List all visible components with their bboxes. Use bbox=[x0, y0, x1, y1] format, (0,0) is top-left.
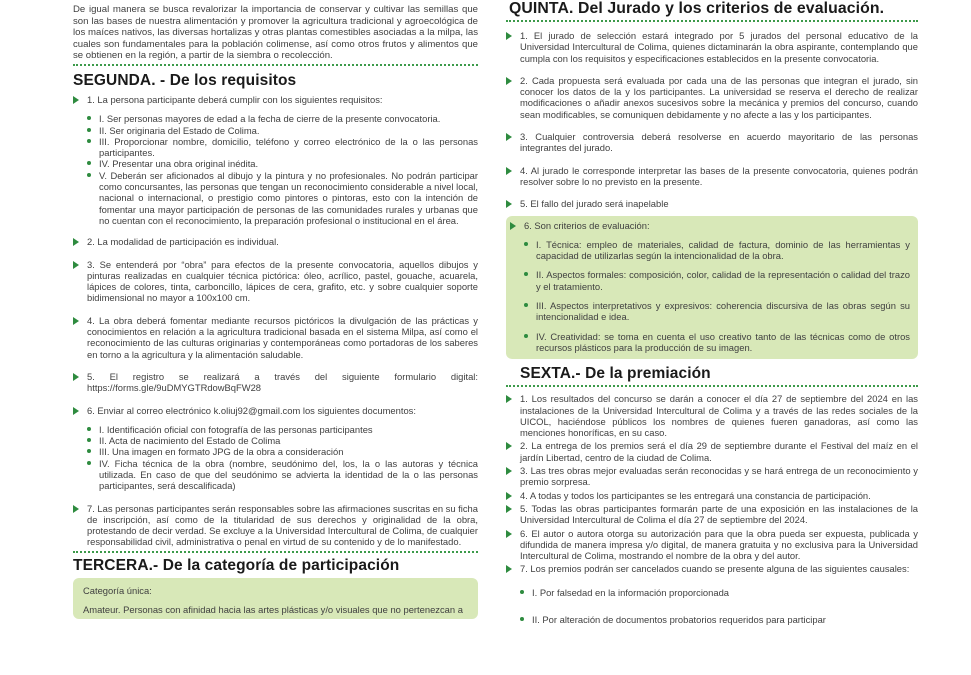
arrow-bullet-icon bbox=[506, 505, 512, 513]
dot-bullet-icon bbox=[87, 427, 91, 431]
sub-item: III. Una imagen en formato JPG de la obra a consideración bbox=[73, 446, 478, 457]
arrow-bullet-icon bbox=[506, 565, 512, 573]
criterion: II. Aspectos formales: composición, color, calidad de la representación o calidad del trazo y el tratamiento. bbox=[510, 269, 910, 292]
arrow-bullet-icon bbox=[73, 261, 79, 269]
arrow-bullet-icon bbox=[506, 77, 512, 85]
dot-bullet-icon bbox=[87, 161, 91, 165]
category-label: Categoría única: bbox=[83, 584, 152, 596]
dot-bullet-icon bbox=[87, 173, 91, 177]
arrow-bullet-icon bbox=[506, 395, 512, 403]
dot-bullet-icon bbox=[520, 590, 524, 594]
dot-bullet-icon bbox=[87, 438, 91, 442]
segunda-heading: SEGUNDA. - De los requisitos bbox=[73, 71, 297, 89]
award-item-4: 4. A todas y todos los participantes se les entregará una constancia de participación. bbox=[506, 490, 918, 501]
section-divider bbox=[506, 385, 918, 387]
arrow-bullet-icon bbox=[73, 407, 79, 415]
jury-item-4: 4. Al jurado le corresponde interpretar las bases de la presente convocatoria, quienes podrán resolver sobre lo no previsto en la presente. bbox=[506, 165, 918, 188]
category-text: Amateur. Personas con afinidad hacia las artes plásticas y/o visuales que no pertenezcan a bbox=[83, 604, 463, 616]
award-item-2: 2. La entrega de los premios será el día 29 de septiembre durante el Festival del maíz en el jardín Libertad, centro de la ciudad de Colima. bbox=[506, 440, 918, 463]
arrow-bullet-icon bbox=[506, 492, 512, 500]
requirement-1: 1. La persona participante deberá cumplir con los siguientes requisitos: bbox=[73, 94, 478, 105]
arrow-bullet-icon bbox=[506, 133, 512, 141]
jury-item-1: 1. El jurado de selección estará integrado por 5 jurados del personal educativo de la Universidad Intercultural de Colima, quienes dictaminarán la obra aspirante, contemplando que cumpla con los requisitos y especificaciones establecidos en la presente convocatoria. bbox=[506, 30, 918, 64]
sub-item: IV. Ficha técnica de la obra (nombre, seudónimo del, los, la o las autoras y técnica utilizada. En caso de que del seudónimo se advierta la identidad de la o las personas participantes, será descalificada) bbox=[73, 458, 478, 492]
cancel-cause: II. Por alteración de documentos probatorios requeridos para participar bbox=[506, 614, 918, 625]
arrow-bullet-icon bbox=[506, 442, 512, 450]
category-panel bbox=[73, 578, 478, 620]
arrow-bullet-icon bbox=[506, 32, 512, 40]
requirement-4: 4. La obra deberá fomentar mediante recursos pictóricos la divulgación de las prácticas y conocimientos en relación a la agricultura tradicional basada en el sistema Milpa, así como el reconocimiento de las culturas originarias y contemporáneas como portadoras de los saberes en torno a la agricultura y la alimentación saludable. bbox=[73, 315, 478, 360]
dot-bullet-icon bbox=[524, 303, 528, 307]
right-column bbox=[506, 0, 918, 625]
requirement-5: 5. El registro se realizará a través del siguiente formulario digital: https://forms.gle/9uDMYGTRdowBqFW28 bbox=[73, 371, 478, 394]
arrow-bullet-icon bbox=[73, 238, 79, 246]
requirement-6-sublist bbox=[73, 424, 478, 492]
intro-paragraph: De igual manera se busca revalorizar la importancia de conservar y cultivar las semillas que son las bases de nuestra alimentación y promover la agricultura tradicional y agroecológica de los maíces nativos, las diversas hortalizas y otras plantas comestibles asociadas a la milpa, las cuales son fundamentales para la población colimense, así como otros frutos y alimentos que se obtienen en la región, a partir de la siembra o recolección. bbox=[73, 4, 478, 62]
tercera-heading: TERCERA.- De la categoría de participación bbox=[73, 556, 400, 574]
requirement-6: 6. Enviar al correo electrónico k.oliuj92@gmail.com los siguientes documentos: bbox=[73, 405, 478, 416]
arrow-bullet-icon bbox=[73, 505, 79, 513]
award-item-6: 6. El autor o autora otorga su autorización para que la obra pueda ser expuesta, publicada y difundida de manera impresa y/o digital, de manera gratuita y no exclusiva para la Universidad Intercultural de Colima, mostrando el nombre de la obra y del autor. bbox=[506, 528, 918, 562]
dot-bullet-icon bbox=[87, 139, 91, 143]
sub-item: II. Acta de nacimiento del Estado de Colima bbox=[73, 435, 478, 446]
award-item-5: 5. Todas las obras participantes formarán parte de una exposición en las instalaciones de la Universidad Intercultural de Colima el día 27 de septiembre del 2024. bbox=[506, 503, 918, 526]
award-item-3: 3. Las tres obras mejor evaluadas serán reconocidas y se hará entrega de un reconocimiento y premio sorpresa. bbox=[506, 465, 918, 488]
award-item-1: 1. Los resultados del concurso se darán a conocer el día 27 de septiembre del 2024 en las instalaciones de la Universidad Intercultural de Colima y a través de las redes sociales de la UICOL, haciéndose públicos los nombres de quienes fueren ganadoras, así como las menciones honoríficas, en su caso. bbox=[506, 393, 918, 438]
arrow-bullet-icon bbox=[506, 167, 512, 175]
evaluation-criteria-panel bbox=[506, 216, 918, 360]
requirement-3: 3. Se entenderá por “obra” para efectos de la presente convocatoria, aquellos dibujos y pinturas realizadas en cualquier técnica pictórica: óleo, acrílico, pastel, gouache, acuarela, lápices de colores, tinta, carboncillo, lápices de cera, grafito, etc. y sobre cualquier soporte bidimensional no mayor a 100x100 cm. bbox=[73, 259, 478, 304]
sub-item: I. Identificación oficial con fotografía de las personas participantes bbox=[73, 424, 478, 435]
arrow-bullet-icon bbox=[73, 373, 79, 381]
jury-item-5: 5. El fallo del jurado será inapelable bbox=[506, 198, 918, 209]
dot-bullet-icon bbox=[87, 461, 91, 465]
sub-item: I. Ser personas mayores de edad a la fecha de cierre de la presente convocatoria. bbox=[73, 113, 478, 124]
sub-item: III. Proporcionar nombre, domicilio, teléfono y correo electrónico de la o las personas participantes. bbox=[73, 136, 478, 159]
jury-item-2: 2. Cada propuesta será evaluada por cada una de las personas que integran el jurado, sin conocer los datos de la y los participantes. La universidad se reserva el derecho de realizar modificaciones o añadir anexos sucesivos sobre la mecánica y premios del concurso, cuando sean modificables, se comuniquen debidamente y no afecte a las y los participantes. bbox=[506, 75, 918, 120]
dot-bullet-icon bbox=[87, 449, 91, 453]
award-item-7: 7. Los premios podrán ser cancelados cuando se presente alguna de las siguientes causales: bbox=[506, 563, 918, 574]
dot-bullet-icon bbox=[524, 334, 528, 338]
jury-item-6: 6. Son criterios de evaluación: bbox=[510, 220, 910, 231]
arrow-bullet-icon bbox=[506, 467, 512, 475]
dot-bullet-icon bbox=[520, 617, 524, 621]
arrow-bullet-icon bbox=[506, 530, 512, 538]
dot-bullet-icon bbox=[524, 272, 528, 276]
arrow-bullet-icon bbox=[510, 222, 516, 230]
requirement-1-sublist bbox=[73, 113, 478, 226]
cancel-cause: I. Por falsedad en la información proporcionada bbox=[506, 587, 918, 598]
dot-bullet-icon bbox=[87, 116, 91, 120]
criterion: IV. Creatividad: se toma en cuenta el uso creativo tanto de las técnicas como de otros recursos plásticos para la producción de su imagen. bbox=[510, 331, 910, 354]
quinta-heading: QUINTA. Del Jurado y los criterios de evaluación. bbox=[509, 0, 885, 17]
sub-item: II. Ser originaria del Estado de Colima. bbox=[73, 125, 478, 136]
sub-item: V. Deberán ser aficionados al dibujo y la pintura y no profesionales. No podrán participar como concursantes, las personas que tengan un reconocimiento considerable a nivel local, nacional o internacional, o prestigio como pintores o pintoras, esto con la intención de fomentar una mayor participación de personas de las comunidades rurales y urbanas que no cuentan con el reconocimiento, la preparación profesional o institucional en el área. bbox=[73, 170, 478, 226]
criterion: III. Aspectos interpretativos y expresivos: coherencia discursiva de las obras según su intencionalidad e idea. bbox=[510, 300, 910, 323]
dot-bullet-icon bbox=[87, 128, 91, 132]
requirement-7: 7. Las personas participantes serán responsables sobre las afirmaciones suscritas en su ficha de inscripción, así como de la titularidad de sus derechos y originalidad de la obra, protestando de decir verdad. Se excluye a la Universidad Intercultural de Colima, de cualquier responsabilidad civil, administrativa o penal en virtud de su contenido y de lo manifestado. bbox=[73, 503, 478, 548]
sexta-heading: SEXTA.- De la premiación bbox=[520, 365, 711, 383]
requirement-2: 2. La modalidad de participación es individual. bbox=[73, 236, 478, 247]
section-divider bbox=[73, 551, 478, 553]
criterion: I. Técnica: empleo de materiales, calidad de factura, dominio de las herramientas y capacidad de utilizarlas según la intencionalidad de la obra. bbox=[510, 239, 910, 262]
arrow-bullet-icon bbox=[506, 200, 512, 208]
left-column bbox=[73, 0, 478, 619]
arrow-bullet-icon bbox=[73, 96, 79, 104]
sub-item: IV. Presentar una obra original inédita. bbox=[73, 158, 478, 169]
dot-bullet-icon bbox=[524, 242, 528, 246]
arrow-bullet-icon bbox=[73, 317, 79, 325]
jury-item-3: 3. Cualquier controversia deberá resolverse en acuerdo mayoritario de las personas integrantes del jurado. bbox=[506, 131, 918, 154]
section-divider bbox=[73, 64, 478, 66]
section-divider bbox=[506, 20, 918, 22]
